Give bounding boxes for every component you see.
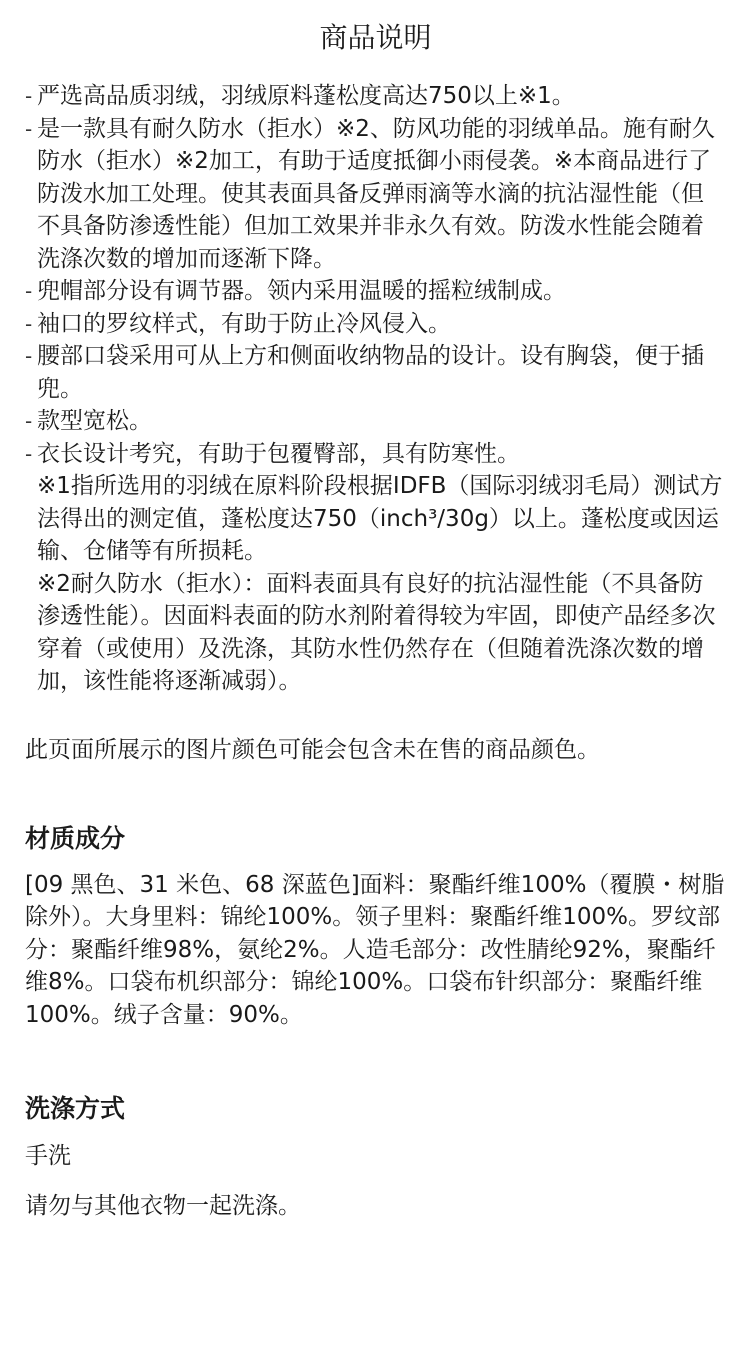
feature-text: 款型宽松。	[37, 408, 152, 434]
feature-text: 严选高品质羽绒，羽绒原料蓬松度高达750以上※1。	[37, 83, 575, 109]
washing-method: 手洗	[25, 1143, 71, 1169]
feature-text: 腰部口袋采用可从上方和侧面收纳物品的设计。设有胸袋，便于插兜。	[37, 343, 704, 402]
footnote-2: ※2耐久防水（拒水）：面料表面具有良好的抗沾湿性能（不具备防渗透性能）。因面料表面的防水剂附着得较为牢固，即使产品经多次穿着（或使用）及洗涤，其防水性仍然存在（但随着洗涤次数的增加，该性能将逐渐减弱）。	[37, 570, 716, 694]
feature-text: 袖口的罗纹样式，有助于防止冷风侵入。	[37, 310, 451, 337]
feature-text: 是一款具有耐久防水（拒水）※2、防风功能的羽绒单品。施有耐久防水（拒水）※2加工，有助于适度抵御小雨侵袭。※本商品进行了防泼水加工处理。使其表面具备反弹雨滴等水滴的抗沾湿性能（但不具备防渗透性能）但加工效果并非永久有效。防泼水性能会随着洗涤次数的增加而逐渐下降。	[37, 115, 715, 272]
bullet-dash-icon: -	[25, 279, 33, 303]
feature-text: 衣长设计考究，有助于包覆臀部，具有防寒性。	[37, 440, 520, 467]
bullet-dash-icon: -	[25, 441, 33, 466]
material-body: [09 黑色、31 米色、68 深蓝色]面料：聚酯纤维100%（覆膜・树脂除外）。大身里料：锦纶100%。领子里料：聚酯纤维100%。罗纹部分：聚酯纤维98%，氨纶2%。人造毛部分：改性腈纶92%，聚酯纤维8%。口袋布机织部分：锦纶100%。口袋布针织部分：聚酯纤维100%。绒子含量：90%。	[25, 871, 725, 1028]
feature-item	[25, 340, 726, 405]
feature-item	[25, 80, 726, 113]
feature-item	[25, 308, 726, 341]
feature-text: 兜帽部分设有调节器。领内采用温暖的摇粒绒制成。	[37, 278, 566, 304]
feature-item	[25, 113, 726, 276]
bullet-dash-icon: -	[25, 344, 33, 368]
material-heading: 材质成分	[25, 823, 126, 853]
feature-item	[25, 405, 726, 438]
bullet-dash-icon: -	[25, 116, 33, 141]
bullet-dash-icon: -	[25, 311, 33, 336]
footnotes	[25, 470, 726, 698]
bullet-dash-icon: -	[25, 409, 33, 433]
washing-note: 请勿与其他衣物一起洗涤。	[25, 1193, 301, 1219]
washing-heading: 洗涤方式	[25, 1094, 126, 1123]
feature-list	[25, 80, 726, 470]
page-title: 商品说明	[319, 21, 432, 54]
bullet-dash-icon: -	[25, 84, 33, 108]
feature-item	[25, 275, 726, 308]
feature-item	[25, 438, 726, 471]
footnote-1: ※1指所选用的羽绒在原料阶段根据IDFB（国际羽绒羽毛局）测试方法得出的测定值，蓬松度达750（inch³/30g）以上。蓬松度或因运输、仓储等有所损耗。	[37, 473, 723, 564]
color-disclaimer: 此页面所展示的图片颜色可能会包含未在售的商品颜色。	[25, 736, 600, 763]
